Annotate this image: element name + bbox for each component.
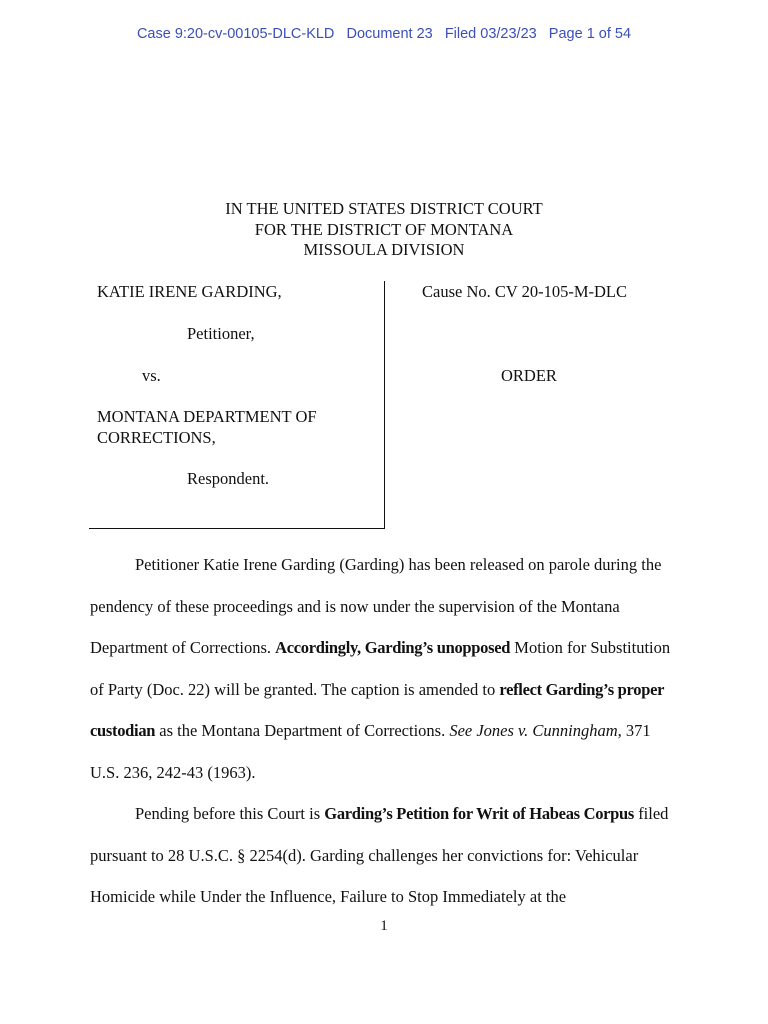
caption-parties-box — [89, 281, 385, 529]
p2-bold-1: Garding’s Petition for Writ of Habeas Corpus — [324, 804, 635, 823]
p1-citation: See Jones v. Cunningham — [449, 721, 618, 740]
petitioner-role: Petitioner, — [187, 324, 255, 343]
paragraph-1 — [90, 544, 680, 793]
court-line-1: IN THE UNITED STATES DISTRICT COURT — [225, 199, 543, 218]
cause-number: Cause No. CV 20-105-M-DLC — [422, 282, 628, 301]
respondent-role: Respondent. — [187, 469, 270, 488]
p1-text-4: , 371 U.S. 236, 242-43 (1963). — [90, 721, 651, 782]
respondent-name-line-2: CORRECTIONS, — [97, 428, 216, 447]
order-body — [90, 544, 680, 918]
case-header-stamp: Case 9:20-cv-00105-DLC-KLD Document 23 Filed 03/23/23 Page 1 of 54 — [136, 26, 632, 42]
p1-bold-1: Accordingly, Garding’s unopposed — [275, 638, 511, 657]
court-heading — [0, 199, 768, 261]
p2-text-1: Pending before this Court is — [135, 804, 325, 823]
paragraph-2 — [90, 793, 680, 918]
p1-bold-2: reflect Garding’s proper custodian — [90, 679, 664, 740]
page-number: 1 — [380, 918, 388, 934]
versus-label: vs. — [142, 366, 161, 385]
p2-text-2: filed pursuant to 28 U.S.C. § 2254(d). Garding challenges her convictions for: Vehicular Homicide while Under the Influence, Failure to Stop Immediately at the — [90, 804, 669, 906]
court-line-3: MISSOULA DIVISION — [303, 240, 465, 259]
p1-text-3: as the Montana Department of Corrections. — [155, 721, 450, 740]
respondent-name-line-1: MONTANA DEPARTMENT OF — [97, 407, 317, 426]
court-line-2: FOR THE DISTRICT OF MONTANA — [254, 219, 514, 239]
p1-text-2: Motion for Substitution of Party (Doc. 22) will be granted. The caption is amended to — [90, 638, 671, 699]
petitioner-name: KATIE IRENE GARDING, — [97, 282, 282, 301]
document-title: ORDER — [501, 366, 557, 385]
p1-text-1: Petitioner Katie Irene Garding (Garding) has been released on parole during the pendency of these proceedings and is now under the supervision of the Montana Department of Corrections. — [90, 555, 662, 657]
